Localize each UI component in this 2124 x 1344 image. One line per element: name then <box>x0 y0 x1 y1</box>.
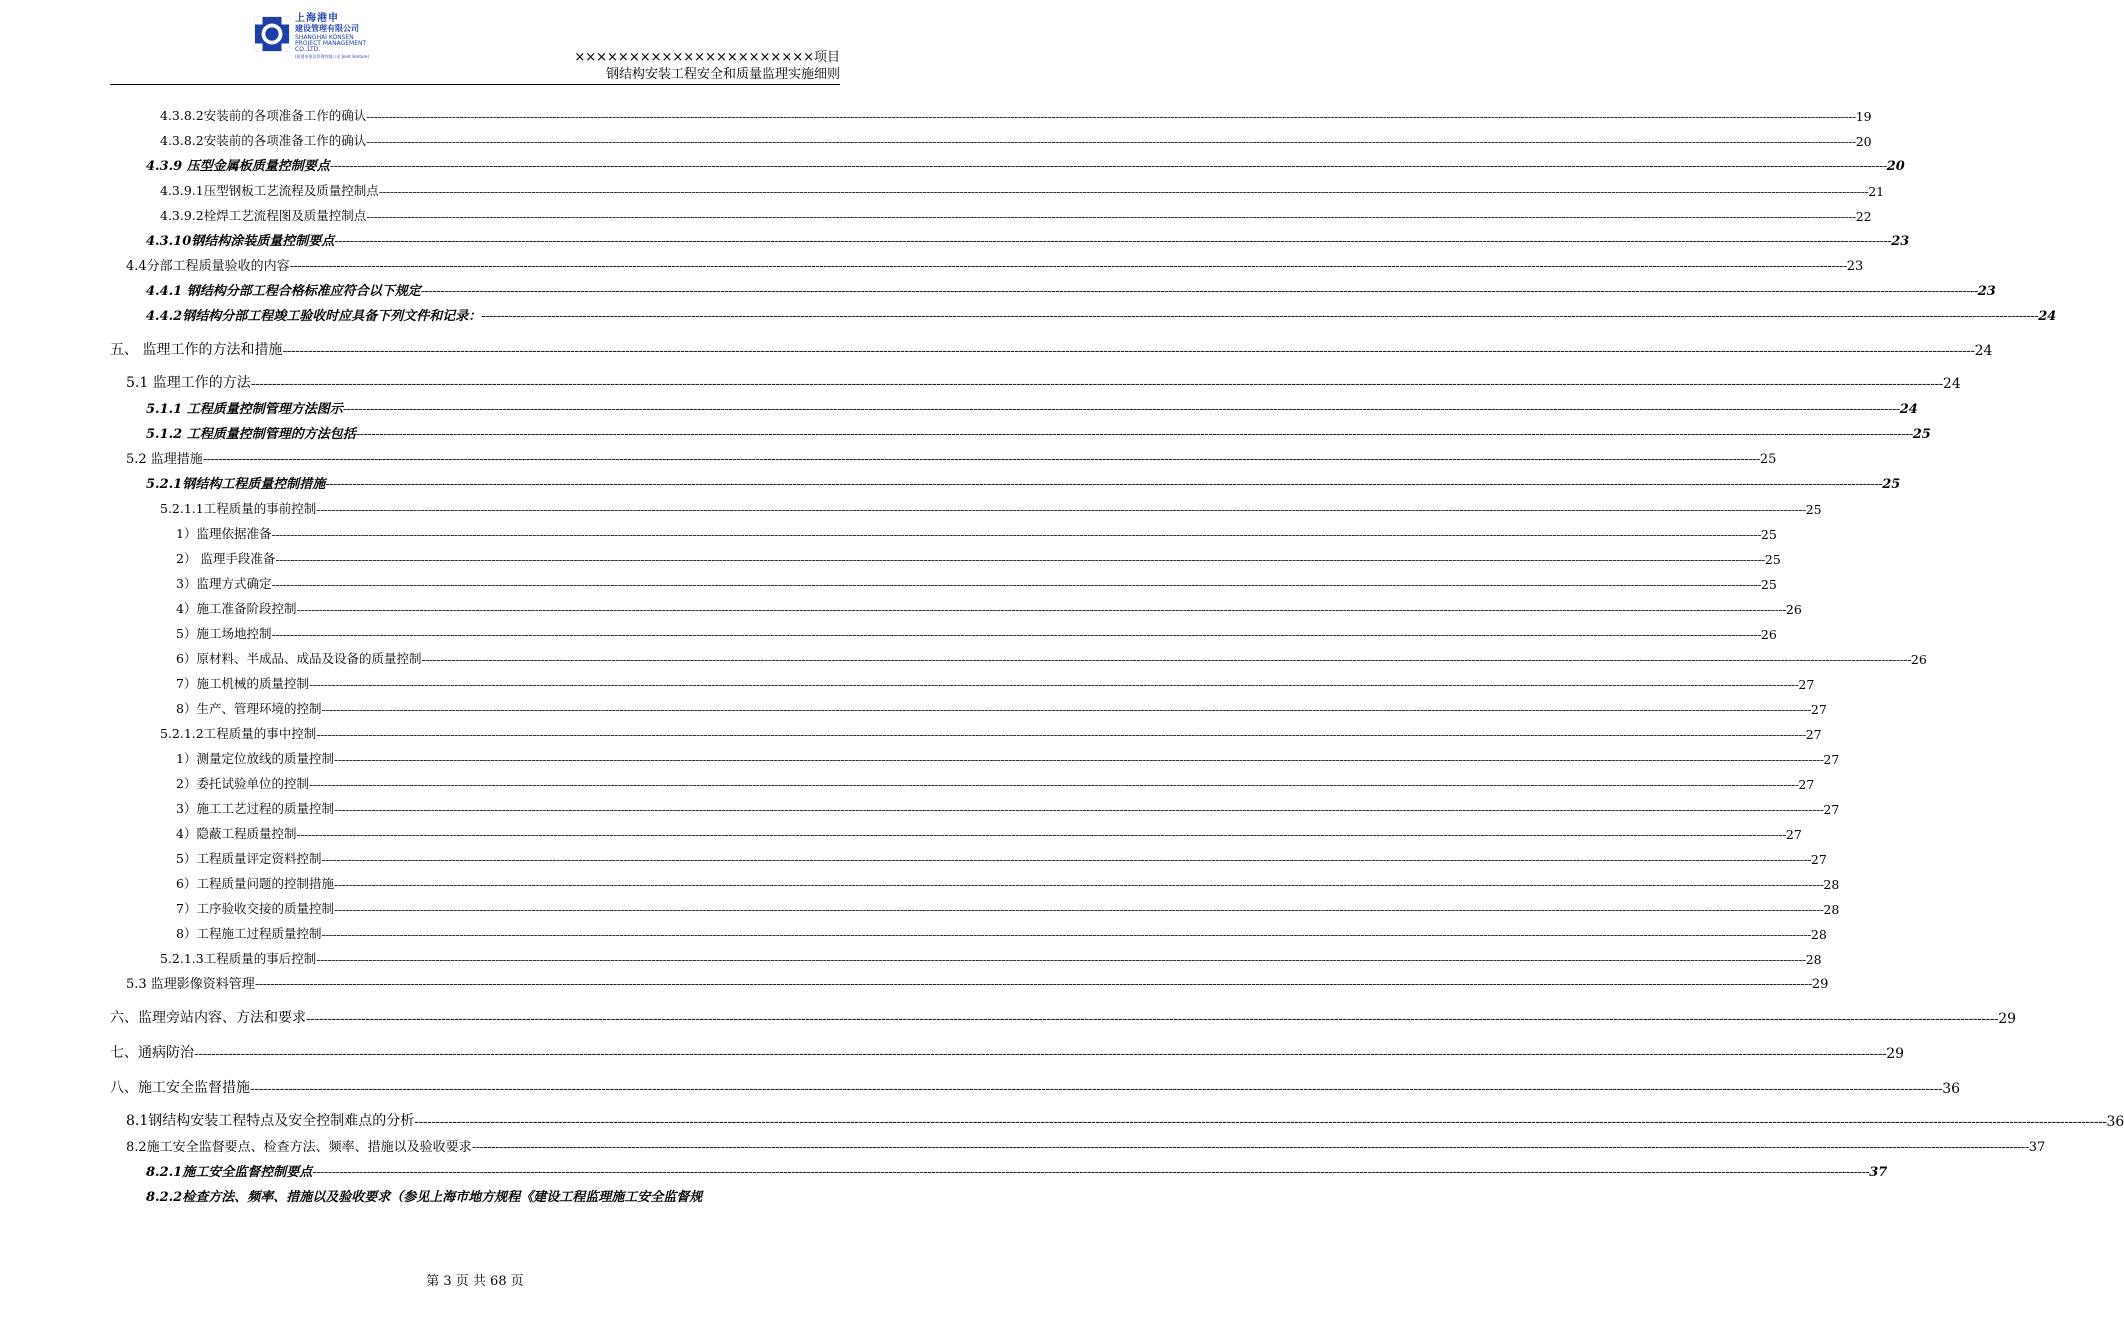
project-title: ××××××××××××××××××××××项目 <box>574 50 840 65</box>
toc-entry[interactable] <box>110 967 1829 992</box>
toc-entry-title[interactable]: 5.1 监理工作的方法 <box>126 375 251 391</box>
toc-entry-title[interactable]: 8）工程施工过程质量控制 <box>176 926 322 941</box>
toc-entry-page[interactable]: 27 <box>1785 827 1802 842</box>
toc-leader: ---------------------------------------------------------------------------------------------------------------------------------------------------------------------------------------------------------------------------------------------------------------------------------------------------------------------------------------------------------------------------------------------------------------- <box>308 677 1799 692</box>
toc-leader: ---------------------------------------------------------------------------------------------------------------------------------------------------------------------------------------------------------------------------------------------------------------------------------------------------------------------------------------------------------------------------------------------------------------- <box>282 343 1975 359</box>
toc-entry-title[interactable]: 4.4.1 钢结构分部工程合格标准应符合以下规定 <box>146 284 421 299</box>
toc-entry[interactable] <box>110 274 1996 299</box>
toc-entry[interactable] <box>110 517 1777 542</box>
toc-entry[interactable] <box>110 149 1905 174</box>
toc-entry-page[interactable]: 27 <box>1798 777 1815 792</box>
company-name-cn: 上海港申 <box>295 13 339 24</box>
toc-entry-title[interactable]: 六、监理旁站内容、方法和要求 <box>110 1010 306 1026</box>
toc-entry-page[interactable]: 28 <box>1810 927 1827 942</box>
toc-entry[interactable] <box>110 224 1910 249</box>
toc-entry-page[interactable]: 27 <box>1810 702 1827 717</box>
toc-entry-title[interactable]: 5.3 监理影像资料管理 <box>126 977 255 992</box>
toc-entry[interactable] <box>110 442 1777 467</box>
company-name-en-3: CO.,LTD. <box>295 46 321 53</box>
toc-entry-page[interactable]: 26 <box>1910 652 1927 667</box>
toc-entry-title[interactable]: 2） 监理手段准备 <box>176 551 276 566</box>
toc-leader: ---------------------------------------------------------------------------------------------------------------------------------------------------------------------------------------------------------------------------------------------------------------------------------------------------------------------------------------------------------------------------------------------------------------- <box>366 109 1856 124</box>
toc-entry-title[interactable]: 5.1.1 工程质量控制管理方法图示 <box>146 402 343 417</box>
toc-entry-title[interactable]: 5.2.1钢结构工程质量控制措施 <box>146 477 326 492</box>
toc-entry[interactable] <box>110 334 1993 359</box>
toc-entry-title[interactable]: 7）施工机械的质量控制 <box>176 676 309 691</box>
toc-entry-title[interactable]: 4.4.2钢结构分部工程竣工验收时应具备下列文件和记录： <box>146 309 482 324</box>
toc-leader: ---------------------------------------------------------------------------------------------------------------------------------------------------------------------------------------------------------------------------------------------------------------------------------------------------------------------------------------------------------------------------------------------------------------- <box>333 752 1824 767</box>
toc-entry-title[interactable]: 5）施工场地控制 <box>176 626 272 641</box>
toc-entry-page[interactable]: 28 <box>1805 952 1822 967</box>
toc-entry[interactable] <box>110 667 1815 692</box>
toc-leader: ---------------------------------------------------------------------------------------------------------------------------------------------------------------------------------------------------------------------------------------------------------------------------------------------------------------------------------------------------------------------------------------------------------------- <box>316 952 1806 967</box>
toc-entry-title[interactable]: 5.2.1.1工程质量的事前控制 <box>160 501 317 516</box>
toc-entry-title[interactable]: 3）施工工艺过程的质量控制 <box>176 801 334 816</box>
toc-entry-title[interactable]: 5.2.1.2工程质量的事中控制 <box>160 726 317 741</box>
toc-entry-title[interactable]: 3）监理方式确定 <box>176 576 272 591</box>
toc-entry-title[interactable]: 4.3.8.2安装前的各项准备工作的确认 <box>160 133 367 148</box>
toc-entry-page[interactable]: 27 <box>1823 752 1840 767</box>
toc-entry-title[interactable]: 8.2.2检查方法、频率、措施以及验收要求（参见上海市地方规程《建设工程监理施工安全监督规 <box>146 1190 703 1205</box>
toc-entry-page[interactable]: 29 <box>1811 977 1829 992</box>
toc-entry-title[interactable]: 5）工程质量评定资料控制 <box>176 851 322 866</box>
toc-leader: ---------------------------------------------------------------------------------------------------------------------------------------------------------------------------------------------------------------------------------------------------------------------------------------------------------------------------------------------------------------------------------------------------------------- <box>250 376 1943 392</box>
toc-entry[interactable] <box>110 174 1885 199</box>
toc-entry-title[interactable]: 8）生产、管理环境的控制 <box>176 701 322 716</box>
toc-entry[interactable] <box>110 249 1864 274</box>
toc-leader: ---------------------------------------------------------------------------------------------------------------------------------------------------------------------------------------------------------------------------------------------------------------------------------------------------------------------------------------------------------------------------------------------------------------- <box>275 552 1765 567</box>
toc-entry[interactable] <box>110 842 1827 867</box>
toc-entry-page[interactable]: 24 <box>2038 309 2057 324</box>
toc-entry[interactable] <box>110 592 1802 617</box>
toc-entry[interactable] <box>110 1037 1905 1062</box>
toc-entry-title[interactable]: 4.3.8.2安装前的各项准备工作的确认 <box>160 108 367 123</box>
toc-entry-title[interactable]: 八、施工安全监督措施 <box>110 1080 250 1096</box>
toc-entry[interactable] <box>110 1072 1961 1097</box>
toc-entry[interactable] <box>110 1180 841 1205</box>
toc-entry[interactable] <box>110 767 1815 792</box>
toc-entry-page[interactable]: 29 <box>1886 1046 1905 1062</box>
toc-entry-page[interactable]: 20 <box>1855 134 1872 149</box>
toc-entry-page[interactable]: 36 <box>2106 1114 2124 1130</box>
toc-entry-title[interactable]: 4.4分部工程质量验收的内容 <box>126 259 290 274</box>
toc-entry-page[interactable]: 27 <box>1823 802 1840 817</box>
toc-entry[interactable] <box>110 392 1918 417</box>
toc-entry-page[interactable]: 25 <box>1805 502 1822 517</box>
toc-entry[interactable] <box>110 1002 2017 1027</box>
toc-leader: ---------------------------------------------------------------------------------------------------------------------------------------------------------------------------------------------------------------------------------------------------------------------------------------------------------------------------------------------------------------------------------------------------------------- <box>355 427 1913 442</box>
toc-leader: ---------------------------------------------------------------------------------------------------------------------------------------------------------------------------------------------------------------------------------------------------------------------------------------------------------------------------------------------------------------------------------------------------------------- <box>306 1011 1999 1027</box>
toc-entry-page[interactable]: 23 <box>1977 284 1996 299</box>
company-name-en-2: PROJECT MANAGEMENT <box>295 40 367 47</box>
toc-leader: ---------------------------------------------------------------------------------------------------------------------------------------------------------------------------------------------------------------------------------------------------------------------------------------------------------------------------------------------------------------------------------------------------------------- <box>333 902 1824 917</box>
toc-entry[interactable] <box>110 917 1827 942</box>
toc-leader: ---------------------------------------------------------------------------------------------------------------------------------------------------------------------------------------------------------------------------------------------------------------------------------------------------------------------------------------------------------------------------------------------------------------- <box>421 652 1911 667</box>
toc-leader: ---------------------------------------------------------------------------------------------------------------------------------------------------------------------------------------------------------------------------------------------------------------------------------------------------------------------------------------------------------------------------------------------------------------- <box>271 627 1761 642</box>
toc-leader: ---------------------------------------------------------------------------------------------------------------------------------------------------------------------------------------------------------------------------------------------------------------------------------------------------------------------------------------------------------------------------------------------------------------- <box>194 1046 1887 1062</box>
toc-entry-page[interactable]: 23 <box>1846 259 1864 274</box>
toc-leader: ---------------------------------------------------------------------------------------------------------------------------------------------------------------------------------------------------------------------------------------------------------------------------------------------------------------------------------------------------------------------------------------------------------------- <box>471 1140 2029 1155</box>
toc-entry[interactable] <box>110 942 1822 967</box>
header-divider <box>110 84 840 85</box>
toc-leader: ---------------------------------------------------------------------------------------------------------------------------------------------------------------------------------------------------------------------------------------------------------------------------------------------------------------------------------------------------------------------------------------------------------------- <box>271 527 1761 542</box>
toc-entry-page[interactable]: 24 <box>1942 376 1961 392</box>
toc-entry[interactable] <box>110 1105 2124 1130</box>
toc-entry-page[interactable]: 25 <box>1764 552 1781 567</box>
toc-entry-page[interactable]: 22 <box>1855 209 1872 224</box>
toc-entry-page[interactable]: 27 <box>1798 677 1815 692</box>
toc-entry-page[interactable]: 28 <box>1823 902 1840 917</box>
toc-entry-page[interactable]: 19 <box>1855 109 1872 124</box>
toc-entry[interactable] <box>110 199 1872 224</box>
page-header <box>574 49 840 83</box>
toc-entry-title[interactable]: 6）工程质量问题的控制措施 <box>176 876 334 891</box>
table-of-contents <box>110 99 2124 1205</box>
toc-leader: ---------------------------------------------------------------------------------------------------------------------------------------------------------------------------------------------------------------------------------------------------------------------------------------------------------------------------------------------------------------------------------------------------------------- <box>316 727 1806 742</box>
toc-leader: ---------------------------------------------------------------------------------------------------------------------------------------------------------------------------------------------------------------------------------------------------------------------------------------------------------------------------------------------------------------------------------------------------------------- <box>202 452 1760 467</box>
toc-entry[interactable] <box>110 124 1872 149</box>
toc-leader: ---------------------------------------------------------------------------------------------------------------------------------------------------------------------------------------------------------------------------------------------------------------------------------------------------------------------------------------------------------------------------------------------------------------- <box>333 877 1824 892</box>
toc-leader: ---------------------------------------------------------------------------------------------------------------------------------------------------------------------------------------------------------------------------------------------------------------------------------------------------------------------------------------------------------------------------------------------------------------- <box>329 159 1887 174</box>
company-logo-icon <box>253 14 291 54</box>
toc-entry-page[interactable]: 37 <box>1869 1165 1888 1180</box>
toc-entry-page[interactable]: 28 <box>1823 877 1840 892</box>
toc-entry[interactable] <box>110 492 1822 517</box>
toc-leader: ---------------------------------------------------------------------------------------------------------------------------------------------------------------------------------------------------------------------------------------------------------------------------------------------------------------------------------------------------------------------------------------------------------------- <box>342 402 1900 417</box>
toc-entry-page[interactable]: 27 <box>1805 727 1822 742</box>
toc-entry-page[interactable]: 20 <box>1886 159 1905 174</box>
toc-entry[interactable] <box>110 692 1827 717</box>
toc-entry-title[interactable]: 1）测量定位放线的质量控制 <box>176 751 334 766</box>
toc-entry-title[interactable]: 4.3.9.2栓焊工艺流程图及质量控制点 <box>160 208 367 223</box>
company-note: (原港申建设管理有限公司 Joint Venture) <box>295 54 370 59</box>
toc-entry-page[interactable]: 25 <box>1760 577 1777 592</box>
toc-entry[interactable] <box>110 617 1777 642</box>
toc-entry-page[interactable]: 36 <box>1942 1081 1961 1097</box>
toc-entry-title[interactable]: 4）施工准备阶段控制 <box>176 601 297 616</box>
toc-entry[interactable] <box>110 1155 1888 1180</box>
toc-leader: ---------------------------------------------------------------------------------------------------------------------------------------------------------------------------------------------------------------------------------------------------------------------------------------------------------------------------------------------------------------------------------------------------------------- <box>296 827 1786 842</box>
toc-entry[interactable] <box>110 867 1840 892</box>
toc-entry[interactable] <box>110 717 1822 742</box>
toc-leader: ---------------------------------------------------------------------------------------------------------------------------------------------------------------------------------------------------------------------------------------------------------------------------------------------------------------------------------------------------------------------------------------------------------------- <box>296 602 1786 617</box>
document-title: 钢结构安装工程安全和质量监理实施细则 <box>605 67 840 82</box>
toc-entry[interactable] <box>110 642 1927 667</box>
toc-entry-page[interactable]: 24 <box>1899 402 1918 417</box>
toc-entry-title[interactable]: 4.3.9.1压型钢板工艺流程及质量控制点 <box>160 183 379 198</box>
toc-entry[interactable] <box>110 567 1777 592</box>
toc-leader: ---------------------------------------------------------------------------------------------------------------------------------------------------------------------------------------------------------------------------------------------------------------------------------------------------------------------------------------------------------------------------------------------------------------- <box>334 234 1892 249</box>
toc-entry[interactable] <box>110 742 1840 767</box>
toc-entry[interactable] <box>110 99 1872 124</box>
toc-leader: ---------------------------------------------------------------------------------------------------------------------------------------------------------------------------------------------------------------------------------------------------------------------------------------------------------------------------------------------------------------------------------------------------------------- <box>254 977 1812 992</box>
page-footer: 第 3 页 共 68 页 <box>426 1274 524 1289</box>
toc-leader: ---------------------------------------------------------------------------------------------------------------------------------------------------------------------------------------------------------------------------------------------------------------------------------------------------------------------------------------------------------------------------------------------------------------- <box>414 1114 2107 1130</box>
toc-entry-title[interactable]: 七、通病防治 <box>110 1045 194 1061</box>
toc-entry-page[interactable]: 24 <box>1974 343 1993 359</box>
toc-entry-title[interactable]: 7）工序验收交接的质量控制 <box>176 901 334 916</box>
toc-entry[interactable] <box>110 792 1840 817</box>
toc-leader: ---------------------------------------------------------------------------------------------------------------------------------------------------------------------------------------------------------------------------------------------------------------------------------------------------------------------------------------------------------------------------------------------------------------- <box>308 777 1799 792</box>
toc-entry[interactable] <box>110 417 1931 442</box>
toc-entry[interactable] <box>110 1130 2046 1155</box>
toc-leader: ---------------------------------------------------------------------------------------------------------------------------------------------------------------------------------------------------------------------------------------------------------------------------------------------------------------------------------------------------------------------------------------------------------------- <box>333 802 1824 817</box>
toc-entry-title[interactable]: 5.2.1.3工程质量的事后控制 <box>160 951 317 966</box>
toc-entry-page[interactable]: 25 <box>1882 477 1901 492</box>
toc-entry-page[interactable]: 21 <box>1868 184 1885 199</box>
toc-leader: ---------------------------------------------------------------------------------------------------------------------------------------------------------------------------------------------------------------------------------------------------------------------------------------------------------------------------------------------------------------------------------------------------------------- <box>366 134 1856 149</box>
toc-entry-title[interactable]: 6）原材料、半成品、成品及设备的质量控制 <box>176 651 422 666</box>
toc-entry-title[interactable]: 8.1钢结构安装工程特点及安全控制难点的分析 <box>126 1113 415 1129</box>
toc-entry-title[interactable]: 4.3.10钢结构涂装质量控制要点 <box>146 234 335 249</box>
toc-entry-page[interactable]: 25 <box>1759 452 1777 467</box>
toc-entry-title[interactable]: 1）监理依据准备 <box>176 526 272 541</box>
toc-entry-title[interactable]: 8.2.1施工安全监督控制要点 <box>146 1165 313 1180</box>
toc-entry-title[interactable]: 4.3.9 压型金属板质量控制要点 <box>146 159 330 174</box>
toc-entry-title[interactable]: 五、 监理工作的方法和措施 <box>110 342 283 358</box>
toc-entry-page[interactable]: 25 <box>1760 527 1777 542</box>
toc-leader: ---------------------------------------------------------------------------------------------------------------------------------------------------------------------------------------------------------------------------------------------------------------------------------------------------------------------------------------------------------------------------------------------------------------- <box>378 184 1869 199</box>
toc-entry-title[interactable]: 5.2 监理措施 <box>126 452 203 467</box>
toc-leader: ---------------------------------------------------------------------------------------------------------------------------------------------------------------------------------------------------------------------------------------------------------------------------------------------------------------------------------------------------------------------------------------------------------------- <box>312 1165 1870 1180</box>
company-logo <box>253 14 378 66</box>
toc-entry-title[interactable]: 4）隐蔽工程质量控制 <box>176 826 297 841</box>
company-logo-text <box>295 14 380 59</box>
toc-entry[interactable] <box>110 892 1840 917</box>
toc-entry-page[interactable]: 25 <box>1912 427 1931 442</box>
toc-entry-page[interactable]: 27 <box>1810 852 1827 867</box>
toc-leader: ---------------------------------------------------------------------------------------------------------------------------------------------------------------------------------------------------------------------------------------------------------------------------------------------------------------------------------------------------------------------------------------------------------------- <box>271 577 1761 592</box>
company-name-cn-2: 建设管理有限公司 <box>295 24 359 33</box>
toc-entry[interactable] <box>110 367 1961 392</box>
toc-leader: ---------------------------------------------------------------------------------------------------------------------------------------------------------------------------------------------------------------------------------------------------------------------------------------------------------------------------------------------------------------------------------------------------------------- <box>321 852 1811 867</box>
toc-entry-title[interactable]: 5.1.2 工程质量控制管理的方法包括 <box>146 427 356 442</box>
toc-entry[interactable] <box>110 817 1802 842</box>
toc-leader: ---------------------------------------------------------------------------------------------------------------------------------------------------------------------------------------------------------------------------------------------------------------------------------------------------------------------------------------------------------------------------------------------------------------- <box>289 259 1847 274</box>
toc-leader: ---------------------------------------------------------------------------------------------------------------------------------------------------------------------------------------------------------------------------------------------------------------------------------------------------------------------------------------------------------------------------------------------------------------- <box>366 209 1856 224</box>
toc-leader: ---------------------------------------------------------------------------------------------------------------------------------------------------------------------------------------------------------------------------------------------------------------------------------------------------------------------------------------------------------------------------------------------------------------- <box>321 927 1811 942</box>
toc-leader: ---------------------------------------------------------------------------------------------------------------------------------------------------------------------------------------------------------------------------------------------------------------------------------------------------------------------------------------------------------------------------------------------------------------- <box>481 309 2039 324</box>
toc-entry-page[interactable]: 29 <box>1998 1011 2017 1027</box>
company-name-en-1: SHANGHAI KONSEN <box>295 34 354 41</box>
toc-entry[interactable] <box>110 467 1901 492</box>
toc-leader: ---------------------------------------------------------------------------------------------------------------------------------------------------------------------------------------------------------------------------------------------------------------------------------------------------------------------------------------------------------------------------------------------------------------- <box>250 1081 1943 1097</box>
toc-entry-title[interactable]: 2）委托试验单位的控制 <box>176 776 309 791</box>
toc-leader: ---------------------------------------------------------------------------------------------------------------------------------------------------------------------------------------------------------------------------------------------------------------------------------------------------------------------------------------------------------------------------------------------------------------- <box>325 477 1883 492</box>
toc-entry-page[interactable]: 26 <box>1785 602 1802 617</box>
toc-entry-page[interactable]: 37 <box>2028 1140 2046 1155</box>
toc-entry[interactable] <box>110 542 1781 567</box>
toc-leader: ---------------------------------------------------------------------------------------------------------------------------------------------------------------------------------------------------------------------------------------------------------------------------------------------------------------------------------------------------------------------------------------------------------------- <box>321 702 1811 717</box>
toc-leader: ---------------------------------------------------------------------------------------------------------------------------------------------------------------------------------------------------------------------------------------------------------------------------------------------------------------------------------------------------------------------------------------------------------------- <box>316 502 1806 517</box>
toc-entry[interactable] <box>110 299 2057 324</box>
toc-entry-page[interactable]: 23 <box>1891 234 1910 249</box>
toc-entry-title[interactable]: 8.2施工安全监督要点、检查方法、频率、措施以及验收要求 <box>126 1140 472 1155</box>
toc-leader: ---------------------------------------------------------------------------------------------------------------------------------------------------------------------------------------------------------------------------------------------------------------------------------------------------------------------------------------------------------------------------------------------------------------- <box>420 284 1978 299</box>
toc-entry-page[interactable]: 26 <box>1760 627 1777 642</box>
